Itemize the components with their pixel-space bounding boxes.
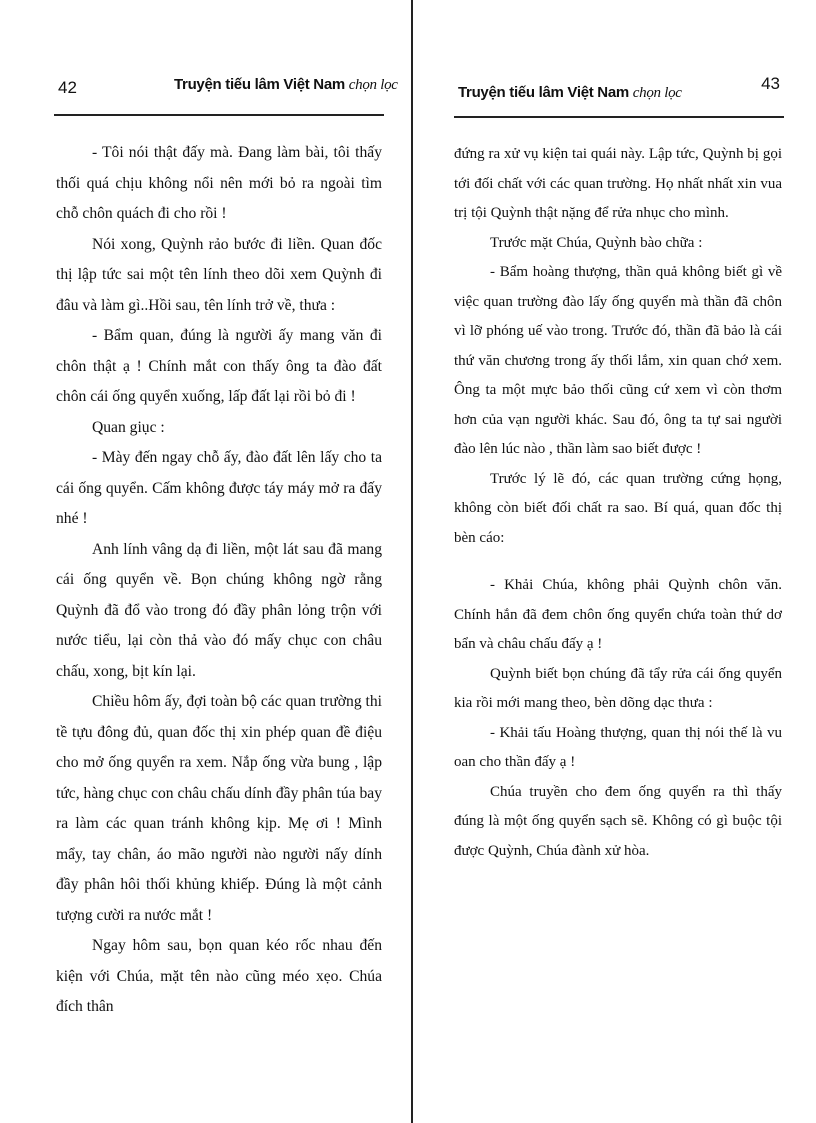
right-page-number: 43 [761, 74, 780, 93]
left-paragraph-7: Chiều hôm ấy, đợi toàn bộ các quan trường thi tề tựu đông đủ, quan đốc thị xin phép quan đề điệu cho mở ống quyển ra xem. Nắp ống vừa bung , lập tức, hàng chục con châu chấu dính đầy phân túa bay ra làm các quan tránh không kịp. Mẹ ơi ! Mình mẩy, tay chân, áo mão người nào người nấy dính đầy phân hôi thối khủng khiếp. Đúng là một cảnh tượng cười ra nước mắt ! [56, 693, 382, 924]
right-header-rule [454, 116, 784, 118]
left-page-body [56, 138, 382, 1023]
left-book-subtitle: chọn lọc [348, 77, 398, 93]
right-page-header [454, 72, 784, 112]
right-paragraph-4: Trước lý lẽ đó, các quan trường cứng họng, không còn biết đối chất ra sao. Bí quá, quan đốc thị bèn cáo: [454, 470, 782, 546]
right-page-body [454, 140, 782, 866]
right-book-subtitle: chọn lọc [632, 85, 682, 101]
right-paragraph-8: Chúa truyền cho đem ống quyển ra thì thấy đúng là một ống quyển sạch sẽ. Không có gì buộc tội được Quỳnh, Chúa đành xử hòa. [454, 783, 782, 859]
left-paragraph-5: - Mày đến ngay chỗ ấy, đào đất lên lấy cho ta cái ống quyển. Cấm không được táy máy mở ra đấy nhé ! [56, 449, 382, 527]
right-running-title [458, 84, 682, 102]
left-paragraph-6: Anh lính vâng dạ đi liền, một lát sau đã mang cái ống quyển về. Bọn chúng không ngờ rằng Quỳnh đã đổ vào trong đó đầy phân lỏng trộn với nước tiểu, lại còn thả vào đó mấy chục con châu chấu, xong, bịt kín lại. [56, 540, 382, 680]
left-running-title [174, 76, 398, 94]
left-book-title: Truyện tiếu lâm Việt Nam [174, 76, 345, 93]
left-page-number: 42 [58, 78, 77, 97]
left-paragraph-4: Quan giục : [92, 418, 165, 436]
left-paragraph-2: Nói xong, Quỳnh rảo bước đi liền. Quan đốc thị lập tức sai một tên lính theo dõi xem Quỳnh đi đâu và làm gì..Hồi sau, tên lính trở về, thưa : [56, 235, 382, 314]
right-paragraph-1: đứng ra xử vụ kiện tai quái này. Lập tức, Quỳnh bị gọi tới đối chất với các quan trường. Họ nhất nhất xin vua trị tội Quỳnh thật nặng để rửa nhục cho mình. [454, 146, 782, 221]
right-paragraph-5: - Khải Chúa, không phải Quỳnh chôn văn. Chính hắn đã đem chôn ống quyển chứa toàn thứ dơ bẩn và châu chấu đấy ạ ! [454, 577, 782, 652]
right-book-title: Truyện tiếu lâm Việt Nam [458, 84, 629, 101]
right-page [414, 0, 816, 1123]
right-paragraph-6: Quỳnh biết bọn chúng đã tẩy rửa cái ống quyển kia rồi mới mang theo, bèn dõng dạc thưa : [454, 665, 782, 711]
left-paragraph-1: - Tôi nói thật đấy mà. Đang làm bài, tôi thấy thối quá chịu không nổi nên mới bỏ ra ngoài tìm chỗ chôn quách đi cho rồi ! [56, 144, 382, 222]
left-paragraph-8: Ngay hôm sau, bọn quan kéo rốc nhau đến kiện với Chúa, mặt tên nào cũng méo xẹo. Chúa đích thân [56, 937, 382, 1015]
left-header-rule [54, 114, 384, 116]
left-page-header [54, 72, 398, 112]
book-gutter [411, 0, 413, 1123]
right-paragraph-7: - Khải tấu Hoàng thượng, quan thị nói thế là vu oan cho thần đấy ạ ! [454, 724, 782, 770]
right-paragraph-2: Trước mặt Chúa, Quỳnh bào chữa : [490, 234, 703, 251]
right-paragraph-3: - Bẩm hoàng thượng, thần quả không biết gì về việc quan trường đào lấy ống quyển mà thần đã chôn vì lỡ phóng uế vào trong. Trước đó, thần đã bảo là cái thứ văn chương trong ấy thối lắm, xin quan chớ xem. Ông ta một mực bảo thối cũng cứ xem vì còn thơm hơn của vạn người khác. Sau đó, ông ta tự sai người đào lên lúc nào , thần làm sao biết được ! [454, 264, 782, 457]
left-paragraph-3: - Bẩm quan, đúng là người ấy mang văn đi chôn thật ạ ! Chính mắt con thấy ông ta đào đất chôn cái ống quyển xuống, lấp đất lại rồi bỏ đi ! [56, 327, 382, 405]
